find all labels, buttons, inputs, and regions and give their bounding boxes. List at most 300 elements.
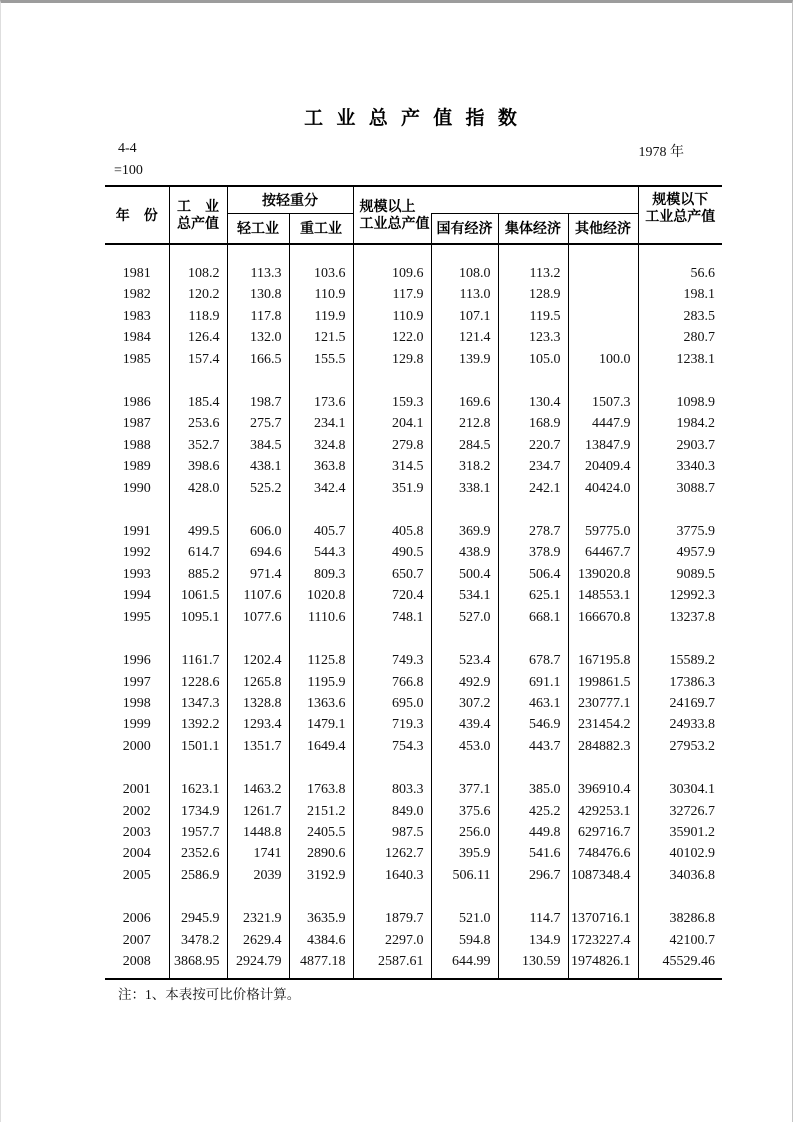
- empty-cell: [498, 499, 568, 521]
- value-cell: 117.9: [353, 284, 431, 305]
- value-cell: 318.2: [431, 456, 498, 477]
- value-cell: 625.1: [498, 585, 568, 606]
- base-year-label: 1978 年: [638, 145, 684, 160]
- industrial-output-index-table: [105, 185, 722, 980]
- value-cell: [568, 327, 638, 348]
- value-cell: 256.0: [431, 822, 498, 843]
- value-cell: 1262.7: [353, 843, 431, 864]
- empty-cell: [431, 757, 498, 779]
- value-cell: 546.9: [498, 714, 568, 735]
- value-cell: 1370716.1: [568, 908, 638, 929]
- value-cell: 1974826.1: [568, 951, 638, 972]
- year-cell: 1986: [122, 395, 151, 411]
- table-number: 4-4: [118, 141, 137, 156]
- year-cell: 1985: [122, 351, 151, 367]
- table-row: [105, 843, 722, 864]
- value-cell: 1195.9: [289, 672, 353, 693]
- value-cell: 1392.2: [169, 714, 227, 735]
- value-cell: 2321.9: [227, 908, 289, 929]
- value-cell: [568, 263, 638, 284]
- table-row: [105, 564, 722, 585]
- value-cell: 284882.3: [568, 736, 638, 757]
- value-cell: 119.5: [498, 306, 568, 327]
- empty-cell: [227, 370, 289, 392]
- value-cell: 439.4: [431, 714, 498, 735]
- empty-cell: [169, 886, 227, 908]
- value-cell: 121.4: [431, 327, 498, 348]
- table-row: [105, 585, 722, 606]
- value-cell: 594.8: [431, 930, 498, 951]
- empty-cell: [227, 244, 289, 263]
- value-cell: 395.9: [431, 843, 498, 864]
- value-cell: 307.2: [431, 693, 498, 714]
- col-header-above-scale-line2: 工业总产值: [359, 215, 430, 231]
- empty-cell: [353, 757, 431, 779]
- value-cell: 139.9: [431, 349, 498, 370]
- year-cell: 1995: [122, 609, 151, 625]
- empty-cell: [227, 628, 289, 650]
- value-cell: 987.5: [353, 822, 431, 843]
- value-cell: 1763.8: [289, 779, 353, 800]
- value-cell: 1351.7: [227, 736, 289, 757]
- value-cell: 13847.9: [568, 435, 638, 456]
- value-cell: 45529.46: [638, 951, 722, 972]
- year-cell: 2002: [122, 803, 151, 819]
- year-cell: 1992: [122, 545, 151, 561]
- value-cell: 1261.7: [227, 801, 289, 822]
- value-cell: 377.1: [431, 779, 498, 800]
- value-cell: 1202.4: [227, 650, 289, 671]
- value-cell: 114.7: [498, 908, 568, 929]
- table-row: [105, 908, 722, 929]
- value-cell: 198.7: [227, 392, 289, 413]
- col-header-economy-group: [431, 186, 638, 213]
- value-cell: 644.99: [431, 951, 498, 972]
- year-cell: 2000: [122, 738, 151, 754]
- value-cell: 1107.6: [227, 585, 289, 606]
- empty-cell: [105, 628, 169, 650]
- value-cell: 490.5: [353, 542, 431, 563]
- value-cell: 42100.7: [638, 930, 722, 951]
- year-cell: 1989: [122, 459, 151, 475]
- table-header: [105, 186, 722, 244]
- value-cell: 117.8: [227, 306, 289, 327]
- value-cell: 748476.6: [568, 843, 638, 864]
- empty-cell: [227, 886, 289, 908]
- col-header-light-industry: 轻工业: [227, 213, 289, 244]
- value-cell: 500.4: [431, 564, 498, 585]
- table-note: 注：1、本表按可比价格计算。: [118, 987, 301, 1002]
- value-cell: 534.1: [431, 585, 498, 606]
- value-cell: 1293.4: [227, 714, 289, 735]
- empty-cell: [353, 628, 431, 650]
- value-cell: 280.7: [638, 327, 722, 348]
- value-cell: 809.3: [289, 564, 353, 585]
- table-row: [105, 478, 722, 499]
- value-cell: 32726.7: [638, 801, 722, 822]
- value-cell: 443.7: [498, 736, 568, 757]
- empty-cell: [169, 244, 227, 263]
- value-cell: 2405.5: [289, 822, 353, 843]
- col-header-gross-output: [169, 186, 227, 244]
- table-row: [105, 306, 722, 327]
- value-cell: 766.8: [353, 672, 431, 693]
- value-cell: 64467.7: [568, 542, 638, 563]
- value-cell: 3478.2: [169, 930, 227, 951]
- empty-cell: [105, 244, 169, 263]
- value-cell: 1077.6: [227, 607, 289, 628]
- value-cell: 284.5: [431, 435, 498, 456]
- col-header-by-weight-group: 按轻重分: [227, 186, 353, 213]
- value-cell: 139020.8: [568, 564, 638, 585]
- value-cell: 13237.8: [638, 607, 722, 628]
- value-cell: 126.4: [169, 327, 227, 348]
- year-cell: 1983: [122, 308, 151, 324]
- value-cell: 278.7: [498, 521, 568, 542]
- empty-cell: [289, 499, 353, 521]
- empty-cell: [431, 244, 498, 263]
- value-cell: 629716.7: [568, 822, 638, 843]
- table-row: [105, 779, 722, 800]
- value-cell: 694.6: [227, 542, 289, 563]
- value-cell: 234.7: [498, 456, 568, 477]
- value-cell: 2352.6: [169, 843, 227, 864]
- value-cell: 425.2: [498, 801, 568, 822]
- value-cell: 324.8: [289, 435, 353, 456]
- empty-cell: [105, 499, 169, 521]
- value-cell: 212.8: [431, 413, 498, 434]
- empty-cell: [568, 244, 638, 263]
- value-cell: 199861.5: [568, 672, 638, 693]
- value-cell: 1265.8: [227, 672, 289, 693]
- value-cell: 1649.4: [289, 736, 353, 757]
- value-cell: 369.9: [431, 521, 498, 542]
- header-row-1: [105, 186, 722, 213]
- year-cell: 1999: [122, 717, 151, 733]
- value-cell: 4957.9: [638, 542, 722, 563]
- value-cell: 405.7: [289, 521, 353, 542]
- year-cell: 2001: [122, 782, 151, 798]
- value-cell: 120.2: [169, 284, 227, 305]
- value-cell: 148553.1: [568, 585, 638, 606]
- value-cell: 525.2: [227, 478, 289, 499]
- value-cell: 1501.1: [169, 736, 227, 757]
- year-cell: 1984: [122, 330, 151, 346]
- value-cell: [568, 284, 638, 305]
- col-header-gross-output-line1: 工 业: [177, 198, 219, 214]
- value-cell: 1957.7: [169, 822, 227, 843]
- year-cell: 1990: [122, 480, 151, 496]
- value-cell: 1479.1: [289, 714, 353, 735]
- value-cell: 1623.1: [169, 779, 227, 800]
- value-cell: 1228.6: [169, 672, 227, 693]
- value-cell: 157.4: [169, 349, 227, 370]
- value-cell: 2587.61: [353, 951, 431, 972]
- year-cell: 2005: [122, 867, 151, 883]
- empty-cell: [289, 886, 353, 908]
- year-cell: 1998: [122, 695, 151, 711]
- empty-cell: [638, 370, 722, 392]
- value-cell: 428.0: [169, 478, 227, 499]
- value-cell: 3088.7: [638, 478, 722, 499]
- empty-cell: [498, 244, 568, 263]
- value-cell: 429253.1: [568, 801, 638, 822]
- value-cell: 885.2: [169, 564, 227, 585]
- value-cell: 803.3: [353, 779, 431, 800]
- year-cell: 1982: [122, 287, 151, 303]
- page-title: 工 业 总 产 值 指 数: [304, 108, 521, 129]
- block-gap-row: [105, 886, 722, 908]
- value-cell: 173.6: [289, 392, 353, 413]
- empty-cell: [169, 972, 227, 979]
- value-cell: 4447.9: [568, 413, 638, 434]
- value-cell: 678.7: [498, 650, 568, 671]
- year-cell: 2003: [122, 824, 151, 840]
- value-cell: 27953.2: [638, 736, 722, 757]
- value-cell: 242.1: [498, 478, 568, 499]
- base-equals-label: =100: [114, 163, 143, 178]
- col-header-above-scale: [353, 186, 431, 244]
- value-cell: 4877.18: [289, 951, 353, 972]
- value-cell: 650.7: [353, 564, 431, 585]
- value-cell: 283.5: [638, 306, 722, 327]
- value-cell: 230777.1: [568, 693, 638, 714]
- value-cell: 198.1: [638, 284, 722, 305]
- value-cell: 3340.3: [638, 456, 722, 477]
- table-row: [105, 736, 722, 757]
- value-cell: 134.9: [498, 930, 568, 951]
- empty-cell: [169, 628, 227, 650]
- value-cell: 1363.6: [289, 693, 353, 714]
- value-cell: 35901.2: [638, 822, 722, 843]
- value-cell: 338.1: [431, 478, 498, 499]
- table-row: [105, 349, 722, 370]
- value-cell: 3868.95: [169, 951, 227, 972]
- year-cell: 2007: [122, 932, 151, 948]
- value-cell: 1061.5: [169, 585, 227, 606]
- empty-cell: [638, 244, 722, 263]
- value-cell: 130.59: [498, 951, 568, 972]
- value-cell: 220.7: [498, 435, 568, 456]
- value-cell: 56.6: [638, 263, 722, 284]
- empty-cell: [289, 628, 353, 650]
- value-cell: 691.1: [498, 672, 568, 693]
- value-cell: 1463.2: [227, 779, 289, 800]
- table-row: [105, 951, 722, 972]
- value-cell: 109.6: [353, 263, 431, 284]
- value-cell: 168.9: [498, 413, 568, 434]
- table-row: [105, 714, 722, 735]
- year-cell: 1996: [122, 653, 151, 669]
- value-cell: 544.3: [289, 542, 353, 563]
- value-cell: 231454.2: [568, 714, 638, 735]
- value-cell: 4384.6: [289, 930, 353, 951]
- table-row: [105, 284, 722, 305]
- value-cell: 185.4: [169, 392, 227, 413]
- value-cell: 40102.9: [638, 843, 722, 864]
- value-cell: 352.7: [169, 435, 227, 456]
- col-header-other-economy: 其他经济: [568, 213, 638, 244]
- col-header-below-scale: [638, 186, 722, 244]
- value-cell: 375.6: [431, 801, 498, 822]
- table-row: [105, 327, 722, 348]
- value-cell: 234.1: [289, 413, 353, 434]
- value-cell: 9089.5: [638, 564, 722, 585]
- empty-cell: [431, 499, 498, 521]
- value-cell: 296.7: [498, 865, 568, 886]
- table-row: [105, 607, 722, 628]
- value-cell: 2924.79: [227, 951, 289, 972]
- value-cell: 103.6: [289, 263, 353, 284]
- empty-cell: [431, 628, 498, 650]
- value-cell: 123.3: [498, 327, 568, 348]
- value-cell: 2151.2: [289, 801, 353, 822]
- value-cell: 100.0: [568, 349, 638, 370]
- value-cell: 1347.3: [169, 693, 227, 714]
- empty-cell: [105, 886, 169, 908]
- block-gap-row: [105, 499, 722, 521]
- empty-cell: [568, 628, 638, 650]
- value-cell: 606.0: [227, 521, 289, 542]
- empty-cell: [227, 757, 289, 779]
- value-cell: 121.5: [289, 327, 353, 348]
- empty-cell: [105, 757, 169, 779]
- value-cell: 1087348.4: [568, 865, 638, 886]
- value-cell: 384.5: [227, 435, 289, 456]
- empty-cell: [353, 972, 431, 979]
- value-cell: 2903.7: [638, 435, 722, 456]
- value-cell: 279.8: [353, 435, 431, 456]
- value-cell: 438.1: [227, 456, 289, 477]
- value-cell: 2945.9: [169, 908, 227, 929]
- value-cell: 113.3: [227, 263, 289, 284]
- year-cell: 1991: [122, 524, 151, 540]
- value-cell: 1110.6: [289, 607, 353, 628]
- empty-cell: [353, 370, 431, 392]
- empty-cell: [105, 972, 169, 979]
- value-cell: 1734.9: [169, 801, 227, 822]
- empty-cell: [353, 886, 431, 908]
- spacer-row: [105, 972, 722, 979]
- block-gap-row: [105, 757, 722, 779]
- empty-cell: [498, 886, 568, 908]
- value-cell: 521.0: [431, 908, 498, 929]
- table-row: [105, 865, 722, 886]
- value-cell: 118.9: [169, 306, 227, 327]
- empty-cell: [638, 757, 722, 779]
- value-cell: 119.9: [289, 306, 353, 327]
- col-header-collective-economy: 集体经济: [498, 213, 568, 244]
- value-cell: 398.6: [169, 456, 227, 477]
- empty-cell: [289, 972, 353, 979]
- value-cell: 405.8: [353, 521, 431, 542]
- value-cell: 169.6: [431, 392, 498, 413]
- empty-cell: [498, 972, 568, 979]
- value-cell: 363.8: [289, 456, 353, 477]
- col-header-gross-output-line2: 总产值: [177, 215, 219, 231]
- table-row: [105, 263, 722, 284]
- value-cell: 1125.8: [289, 650, 353, 671]
- empty-cell: [289, 370, 353, 392]
- value-cell: 378.9: [498, 542, 568, 563]
- value-cell: 12992.3: [638, 585, 722, 606]
- empty-cell: [638, 886, 722, 908]
- empty-cell: [568, 972, 638, 979]
- value-cell: 17386.3: [638, 672, 722, 693]
- empty-cell: [289, 757, 353, 779]
- empty-cell: [431, 370, 498, 392]
- table-row: [105, 521, 722, 542]
- value-cell: [568, 306, 638, 327]
- value-cell: 449.8: [498, 822, 568, 843]
- value-cell: 166.5: [227, 349, 289, 370]
- col-header-state-economy: 国有经济: [431, 213, 498, 244]
- value-cell: 122.0: [353, 327, 431, 348]
- value-cell: 614.7: [169, 542, 227, 563]
- value-cell: 499.5: [169, 521, 227, 542]
- value-cell: 3635.9: [289, 908, 353, 929]
- spacer-row: [105, 244, 722, 263]
- value-cell: 396910.4: [568, 779, 638, 800]
- value-cell: 275.7: [227, 413, 289, 434]
- value-cell: 749.3: [353, 650, 431, 671]
- empty-cell: [431, 972, 498, 979]
- value-cell: 527.0: [431, 607, 498, 628]
- value-cell: 351.9: [353, 478, 431, 499]
- empty-cell: [568, 370, 638, 392]
- table-row: [105, 392, 722, 413]
- year-cell: 2004: [122, 846, 151, 862]
- value-cell: 128.9: [498, 284, 568, 305]
- year-cell: 1993: [122, 566, 151, 582]
- value-cell: 492.9: [431, 672, 498, 693]
- empty-cell: [568, 499, 638, 521]
- empty-cell: [105, 370, 169, 392]
- year-cell: 2006: [122, 911, 151, 927]
- empty-cell: [227, 499, 289, 521]
- empty-cell: [169, 499, 227, 521]
- value-cell: 129.8: [353, 349, 431, 370]
- empty-cell: [227, 972, 289, 979]
- value-cell: 1741: [227, 843, 289, 864]
- value-cell: 167195.8: [568, 650, 638, 671]
- value-cell: 2039: [227, 865, 289, 886]
- value-cell: 1879.7: [353, 908, 431, 929]
- empty-cell: [638, 499, 722, 521]
- empty-cell: [353, 499, 431, 521]
- value-cell: 523.4: [431, 650, 498, 671]
- value-cell: 748.1: [353, 607, 431, 628]
- empty-cell: [568, 757, 638, 779]
- table-body: [105, 244, 722, 979]
- value-cell: 108.0: [431, 263, 498, 284]
- value-cell: 342.4: [289, 478, 353, 499]
- value-cell: 2629.4: [227, 930, 289, 951]
- table-row: [105, 650, 722, 671]
- value-cell: 1448.8: [227, 822, 289, 843]
- col-header-below-scale-line1: 规模以下: [652, 191, 709, 207]
- year-cell: 1987: [122, 416, 151, 432]
- value-cell: 130.4: [498, 392, 568, 413]
- value-cell: 40424.0: [568, 478, 638, 499]
- table-row: [105, 456, 722, 477]
- value-cell: 1328.8: [227, 693, 289, 714]
- value-cell: 1238.1: [638, 349, 722, 370]
- year-cell: 1981: [122, 266, 151, 281]
- col-header-year: 年 份: [115, 207, 158, 223]
- value-cell: 3775.9: [638, 521, 722, 542]
- value-cell: 1640.3: [353, 865, 431, 886]
